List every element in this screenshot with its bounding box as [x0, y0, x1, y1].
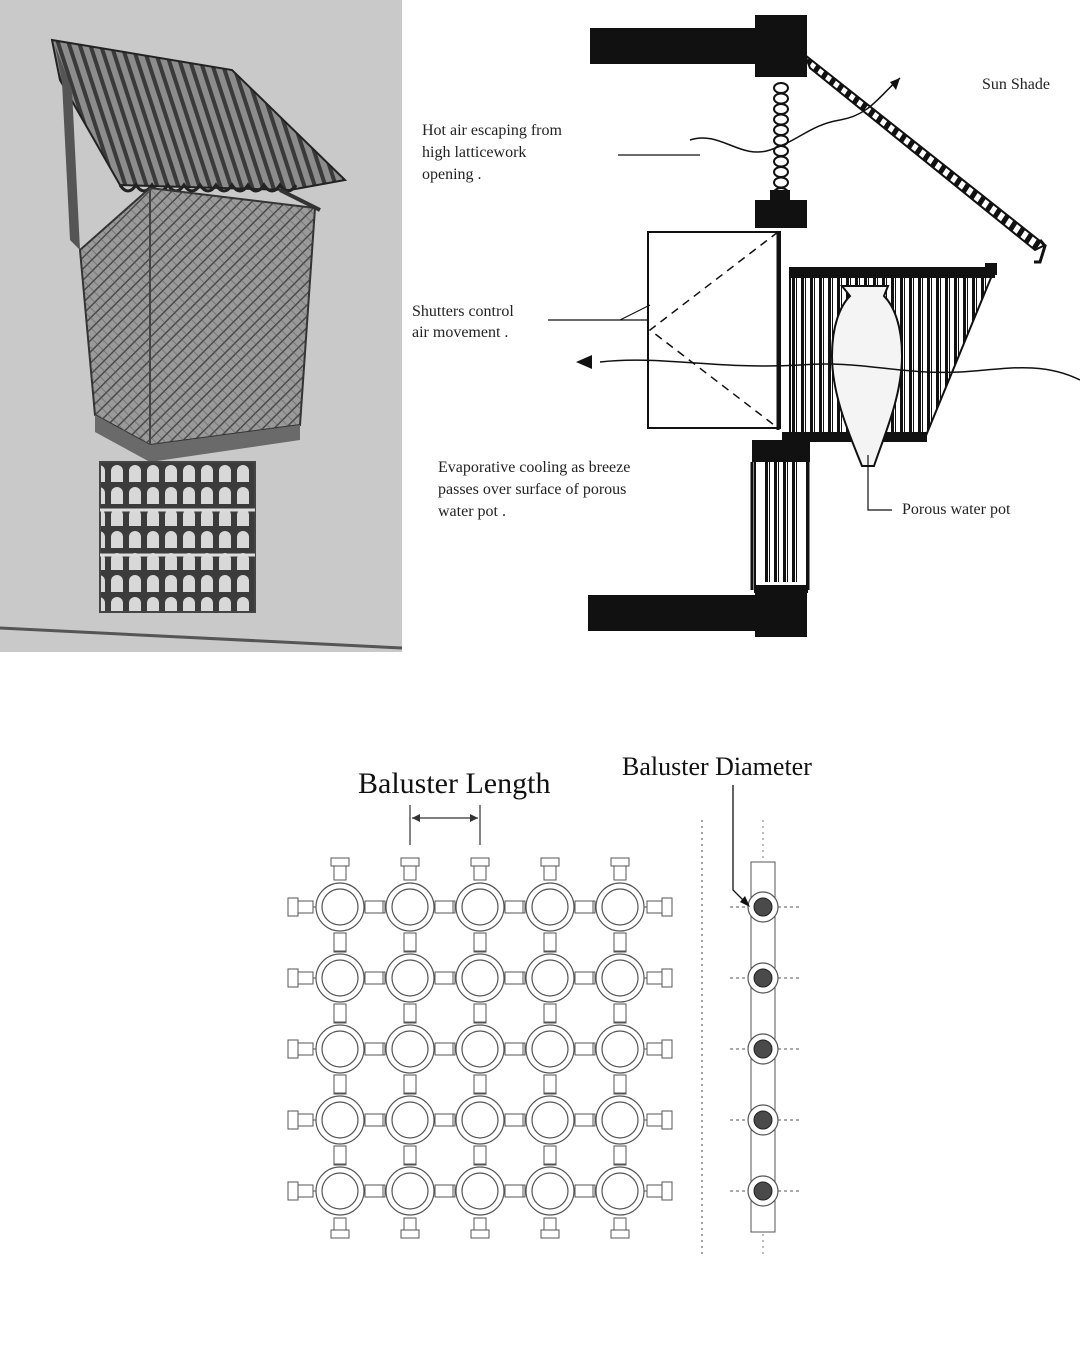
lattice-coil — [774, 94, 788, 104]
shutters-leader-2 — [620, 305, 650, 320]
section-core — [754, 1111, 772, 1129]
rail-end-cap — [288, 969, 298, 987]
column-end-cap — [471, 858, 489, 866]
bottom-wall-beam — [588, 595, 758, 631]
label-evap-2: passes over surface of porous — [438, 481, 627, 498]
column-end-cap — [471, 1230, 489, 1238]
lattice-coil — [774, 178, 788, 188]
top-wall-column — [755, 15, 807, 77]
label-evap-1: Evaporative cooling as breeze — [438, 459, 631, 476]
label-baluster-diameter: Baluster Diameter — [622, 752, 812, 781]
section-diagram — [412, 15, 1080, 637]
rail-end-cap — [288, 1111, 298, 1129]
baluster-grid — [288, 858, 672, 1238]
middle-sill-block — [755, 200, 807, 228]
label-evap-3: water pot . — [438, 503, 506, 520]
column-end-cap — [611, 1230, 629, 1238]
rail-end-cap — [662, 1182, 672, 1200]
label-shutters-2: air movement . — [412, 324, 509, 341]
bottom-wall-column — [755, 585, 807, 637]
lattice-coil — [774, 167, 788, 177]
column-end-cap — [611, 858, 629, 866]
rail-end-cap — [662, 898, 672, 916]
baluster-section-column — [730, 820, 800, 1255]
shutters — [648, 232, 780, 430]
lattice-coil — [774, 125, 788, 135]
label-hot-air-1: Hot air escaping from — [422, 122, 562, 139]
lower-window — [752, 440, 810, 592]
lattice-coil — [774, 157, 788, 167]
baluster-diameter-leader — [733, 785, 748, 905]
section-core — [754, 898, 772, 916]
column-end-cap — [401, 858, 419, 866]
label-sun-shade: Sun Shade — [982, 76, 1050, 93]
rail-end-cap — [662, 969, 672, 987]
column-end-cap — [331, 858, 349, 866]
high-latticework-opening — [774, 77, 788, 200]
lattice-coil — [774, 115, 788, 125]
section-core — [754, 1040, 772, 1058]
mashrabiya-photo — [0, 0, 402, 652]
label-hot-air-3: opening . — [422, 166, 482, 183]
section-core — [754, 969, 772, 987]
lattice-coil — [774, 83, 788, 93]
rail-end-cap — [662, 1040, 672, 1058]
photo-lower-grille — [100, 462, 255, 612]
lattice-diagram — [288, 752, 812, 1255]
baluster-node — [575, 1146, 665, 1236]
rail-end-cap — [288, 898, 298, 916]
top-wall-beam — [590, 28, 755, 64]
label-porous-pot: Porous water pot — [902, 501, 1011, 518]
column-end-cap — [541, 1230, 559, 1238]
baluster-length-dimension — [410, 805, 480, 845]
label-shutters-1: Shutters control — [412, 303, 514, 320]
rail-end-cap — [288, 1040, 298, 1058]
column-end-cap — [331, 1230, 349, 1238]
section-core — [754, 1182, 772, 1200]
column-end-cap — [541, 858, 559, 866]
lattice-coil — [774, 104, 788, 114]
photo-lattice-box — [80, 188, 315, 462]
label-baluster-length: Baluster Length — [358, 767, 551, 800]
label-hot-air-2: high latticework — [422, 144, 527, 161]
rail-end-cap — [662, 1111, 672, 1129]
column-end-cap — [401, 1230, 419, 1238]
rail-end-cap — [288, 1182, 298, 1200]
